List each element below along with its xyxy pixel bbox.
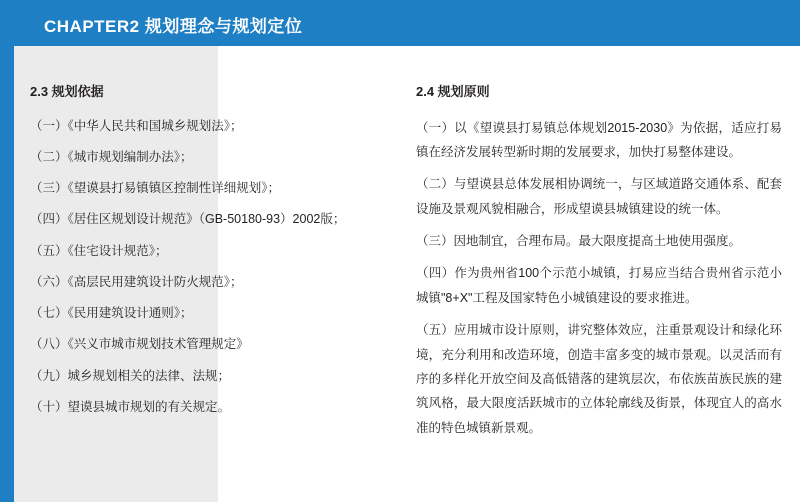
list-item: （二）《城市规划编制办法》；	[30, 149, 193, 164]
section-planning-principles	[416, 46, 782, 448]
document-content	[0, 46, 800, 502]
list-item: （三）《望谟县打易镇镇区控制性详细规划》；	[30, 181, 281, 196]
section-planning-basis	[30, 46, 400, 428]
paragraph: （三）因地制宜，合理布局。最大限度提高土地使用强度。	[416, 234, 742, 249]
header-band	[14, 0, 800, 46]
list-item: （八）《兴义市城市规划技术管理规定》	[30, 337, 249, 352]
list-item: （七）《民用建筑设计通则》；	[30, 306, 193, 321]
paragraph: （五）应用城市设计原则，讲究整体效应，注重景观设计和绿化环境，充分利用和改造环境，创造丰富多变的城市景观。以灵活而有序的多样化开放空间及高低错落的建筑层次，布依族苗族民族的建筑风格，最大限度活跃城市的立体轮廓线及街景，体现宜人的高水准的特色城镇新景观。	[416, 323, 782, 435]
paragraph: （四）作为贵州省100个示范小城镇，打易应当结合贵州省示范小城镇"8+X"工程及国家特色小城镇建设的要求推进。	[416, 266, 782, 305]
list-item: （十）望谟县城市规划的有关规定。	[30, 399, 231, 414]
section-title-planning-basis: 2.3 规划依据	[30, 84, 104, 99]
list-item: （五）《住宅设计规范》；	[30, 243, 168, 258]
list-item: （四）《居住区规划设计规范》（GB-50180-93）2002版；	[30, 212, 346, 227]
list-item: （九）城乡规划相关的法律、法规；	[30, 368, 231, 383]
paragraph: （二）与望谟县总体发展相协调统一，与区域道路交通体系、配套设施及景观风貌相融合，形成望谟县城镇建设的统一体。	[416, 177, 782, 216]
page-title: CHAPTER2 规划理念与规划定位	[44, 17, 303, 36]
paragraph: （一）以《望谟县打易镇总体规划2015-2030》为依据，适应打易镇在经济发展转型新时期的发展要求，加快打易整体建设。	[416, 120, 782, 159]
section-title-planning-principles: 2.4 规划原则	[416, 84, 490, 99]
list-item: （一）《中华人民共和国城乡规划法》；	[30, 118, 243, 133]
list-item: （六）《高层民用建筑设计防火规范》；	[30, 274, 243, 289]
